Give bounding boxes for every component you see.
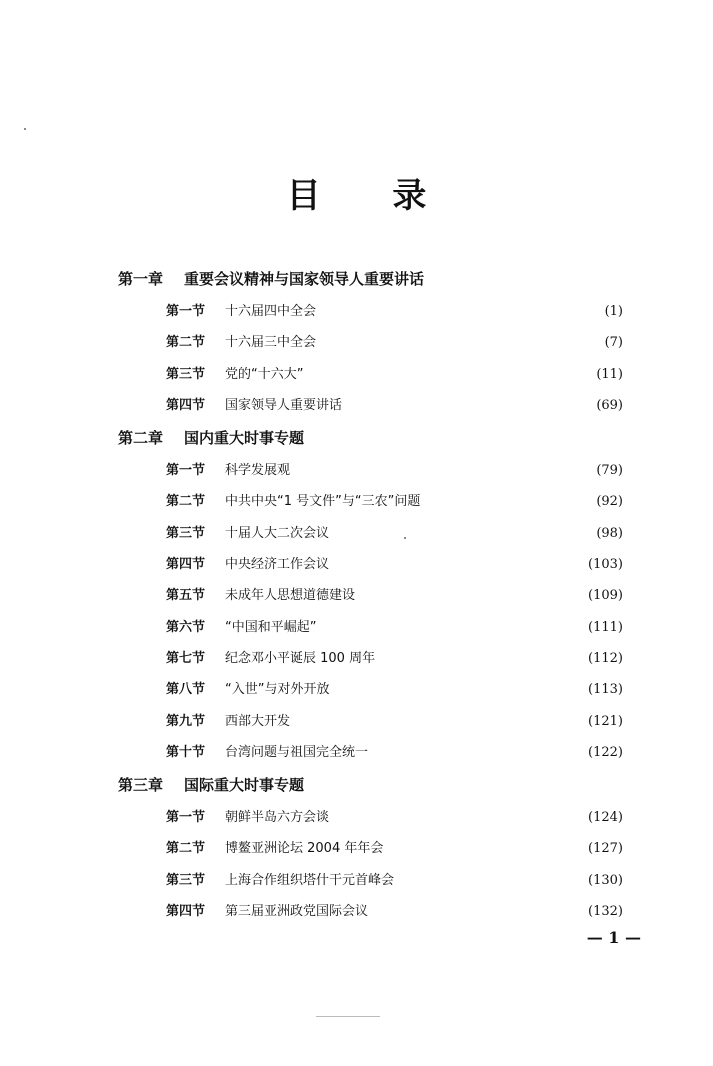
chapter-number: 第一章	[118, 270, 164, 288]
section-number: 第七节	[166, 650, 206, 666]
scan-speck	[316, 1016, 380, 1017]
section-title: “中国和平崛起”	[225, 619, 317, 635]
section-number: 第三节	[166, 366, 206, 382]
section-title: 未成年人思想道德建设	[225, 588, 356, 604]
section-page: (111)	[588, 619, 623, 635]
toc-entry[interactable]	[118, 737, 623, 768]
toc-entry[interactable]	[118, 455, 623, 486]
toc-entry[interactable]	[118, 486, 623, 517]
section-page: (124)	[588, 810, 623, 826]
section-number: 第四节	[166, 397, 206, 413]
toc-entry[interactable]	[118, 674, 623, 705]
chapter-number: 第二章	[118, 429, 164, 448]
section-title: 台湾问题与祖国完全统一	[225, 744, 369, 760]
section-title: 科学发展观	[225, 463, 291, 479]
section-title: 纪念邓小平诞辰 100 周年	[225, 650, 376, 666]
section-page: (92)	[596, 494, 623, 510]
toc-entry[interactable]	[118, 359, 623, 390]
section-page: (98)	[596, 525, 623, 541]
section-page: (122)	[588, 744, 623, 760]
toc-entry[interactable]	[118, 580, 623, 611]
toc-entry[interactable]	[118, 518, 623, 549]
table-of-contents	[118, 262, 623, 927]
section-number: 第五节	[166, 588, 206, 604]
toc-entry[interactable]	[118, 643, 623, 674]
toc-entry[interactable]	[118, 865, 623, 896]
section-page: (79)	[596, 463, 623, 479]
section-page: (121)	[588, 713, 623, 729]
toc-entry[interactable]	[118, 896, 623, 927]
section-number: 第四节	[166, 557, 206, 573]
section-number: 第六节	[166, 619, 206, 635]
toc-entry[interactable]	[118, 549, 623, 580]
toc-entry[interactable]	[118, 802, 623, 833]
section-title: 十届人大二次会议	[225, 525, 330, 541]
section-title: 十六届三中全会	[225, 335, 317, 351]
toc-entry[interactable]	[118, 390, 623, 421]
section-page: (1)	[604, 304, 623, 319]
section-title: 上海合作组织塔什干元首峰会	[225, 872, 395, 888]
section-page: (132)	[588, 904, 623, 920]
section-title: 国家领导人重要讲话	[225, 397, 343, 413]
section-page: (113)	[588, 682, 623, 698]
chapter-title: 国内重大时事专题	[184, 429, 305, 448]
section-title: 朝鲜半岛六方会谈	[225, 810, 330, 826]
section-number: 第二节	[166, 335, 206, 351]
page-title: 目 录	[286, 176, 457, 216]
section-page: (130)	[588, 872, 623, 888]
section-number: 第十节	[166, 744, 206, 760]
chapter-title: 重要会议精神与国家领导人重要讲话	[184, 270, 425, 288]
section-page: (11)	[596, 366, 623, 382]
section-title: 十六届四中全会	[225, 304, 317, 319]
section-number: 第八节	[166, 682, 206, 698]
section-number: 第二节	[166, 494, 206, 510]
chapter-heading[interactable]	[118, 262, 623, 296]
toc-entry[interactable]	[118, 327, 623, 358]
section-number: 第四节	[166, 904, 206, 920]
section-page: (103)	[588, 557, 623, 573]
scan-speck	[404, 537, 406, 539]
section-page: (69)	[596, 397, 623, 413]
section-number: 第二节	[166, 841, 206, 857]
section-title: 第三届亚洲政党国际会议	[225, 904, 369, 920]
section-page: (112)	[588, 650, 623, 666]
toc-entry[interactable]	[118, 296, 623, 327]
toc-entry[interactable]	[118, 612, 623, 643]
chapter-number: 第三章	[118, 776, 164, 795]
section-title: 中共中央“1 号文件”与“三农”问题	[225, 494, 421, 510]
chapter-heading[interactable]	[118, 421, 623, 455]
chapter-heading[interactable]	[118, 768, 623, 802]
toc-entry[interactable]	[118, 833, 623, 864]
scan-speck	[24, 128, 26, 130]
section-title: 博鳌亚洲论坛 2004 年年会	[225, 841, 384, 857]
page-number: — 1 —	[586, 928, 641, 947]
section-number: 第一节	[166, 810, 206, 826]
section-page: (127)	[588, 841, 623, 857]
section-number: 第三节	[166, 525, 206, 541]
section-number: 第九节	[166, 713, 206, 729]
section-title: 中央经济工作会议	[225, 557, 330, 573]
section-page: (7)	[604, 335, 623, 351]
section-page: (109)	[588, 588, 623, 604]
toc-entry[interactable]	[118, 706, 623, 737]
section-title: “入世”与对外开放	[225, 682, 330, 698]
section-title: 党的“十六大”	[225, 366, 304, 382]
section-number: 第一节	[166, 463, 206, 479]
section-title: 西部大开发	[225, 713, 291, 729]
section-number: 第一节	[166, 304, 206, 319]
section-number: 第三节	[166, 872, 206, 888]
chapter-title: 国际重大时事专题	[184, 776, 305, 795]
